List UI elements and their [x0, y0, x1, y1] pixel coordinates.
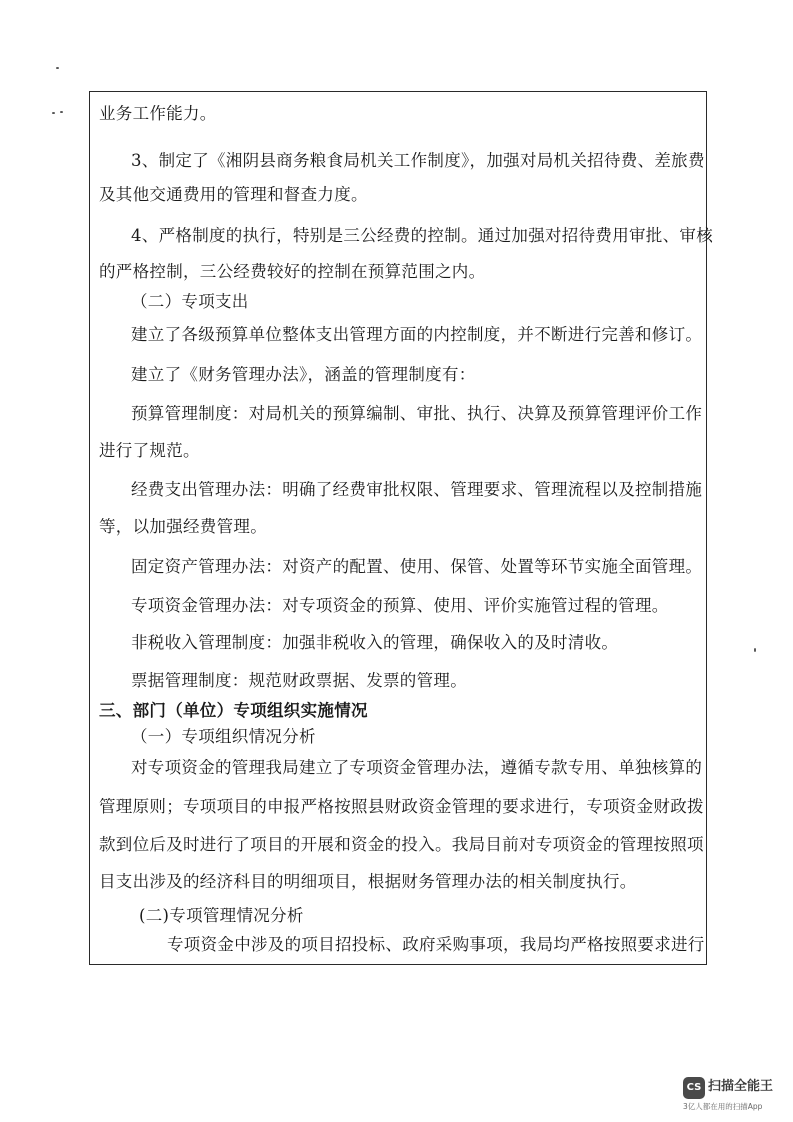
text-line: 固定资产管理办法：对资产的配置、使用、保管、处置等环节实施全面管理。: [131, 557, 703, 576]
scan-speck: [52, 112, 55, 114]
text-line: 及其他交通费用的管理和督查力度。: [99, 185, 368, 204]
cs-logo-icon: CS: [683, 1077, 705, 1099]
section-heading: (二)专项管理情况分析: [139, 906, 304, 925]
text-line: 经费支出管理办法：明确了经费审批权限、管理要求、管理流程以及控制措施: [131, 480, 703, 499]
text-line: 进行了规范。: [99, 441, 200, 460]
scanner-watermark: [683, 1075, 783, 1115]
text-line: 预算管理制度：对局机关的预算编制、审批、执行、决算及预算管理评价工作: [131, 404, 703, 423]
text-line: 建立了《财务管理办法》，涵盖的管理制度有：: [131, 365, 476, 384]
text-line: 建立了各级预算单位整体支出管理方面的内控制度，并不断进行完善和修订。: [131, 325, 703, 344]
section-heading: （一）专项组织情况分析: [131, 727, 316, 746]
text-line: 等，以加强经费管理。: [99, 517, 267, 536]
section-heading: （二）专项支出: [131, 292, 249, 311]
text-line: 专项资金管理办法：对专项资金的预算、使用、评价实施管过程的管理。: [131, 596, 669, 615]
text-line: 业务工作能力。: [99, 104, 217, 123]
text-line: 3、制定了《湘阴县商务粮食局机关工作制度》，加强对局机关招待费、差旅费: [131, 151, 705, 170]
text-line: 的严格控制，三公经费较好的控制在预算范围之内。: [99, 262, 486, 281]
text-line: 管理原则；专项项目的申报严格按照县财政资金管理的要求进行，专项资金财政拨: [99, 797, 704, 816]
text-line: 对专项资金的管理我局建立了专项资金管理办法，遵循专款专用、单独核算的: [131, 758, 703, 777]
text-line: 票据管理制度：规范财政票据、发票的管理。: [131, 671, 467, 690]
watermark-subtitle: 3亿人都在用的扫描App: [683, 1102, 763, 1111]
text-line: 专项资金中涉及的项目招投标、政府采购事项，我局均严格按照要求进行: [167, 935, 705, 954]
text-line: 非税收入管理制度：加强非税收入的管理，确保收入的及时清收。: [131, 633, 619, 652]
text-line: 目支出涉及的经济科目的明细项目，根据财务管理办法的相关制度执行。: [99, 872, 637, 891]
scan-speck: [754, 648, 756, 652]
section-heading: 三、部门（单位）专项组织实施情况: [99, 701, 368, 720]
text-line: 4、严格制度的执行，特别是三公经费的控制。通过加强对招待费用审批、审核: [131, 226, 713, 245]
scan-speck: [60, 111, 63, 113]
watermark-title: 扫描全能王: [708, 1079, 774, 1094]
scan-speck: [56, 67, 59, 69]
text-line: 款到位后及时进行了项目的开展和资金的投入。我局目前对专项资金的管理按照项: [99, 835, 704, 854]
